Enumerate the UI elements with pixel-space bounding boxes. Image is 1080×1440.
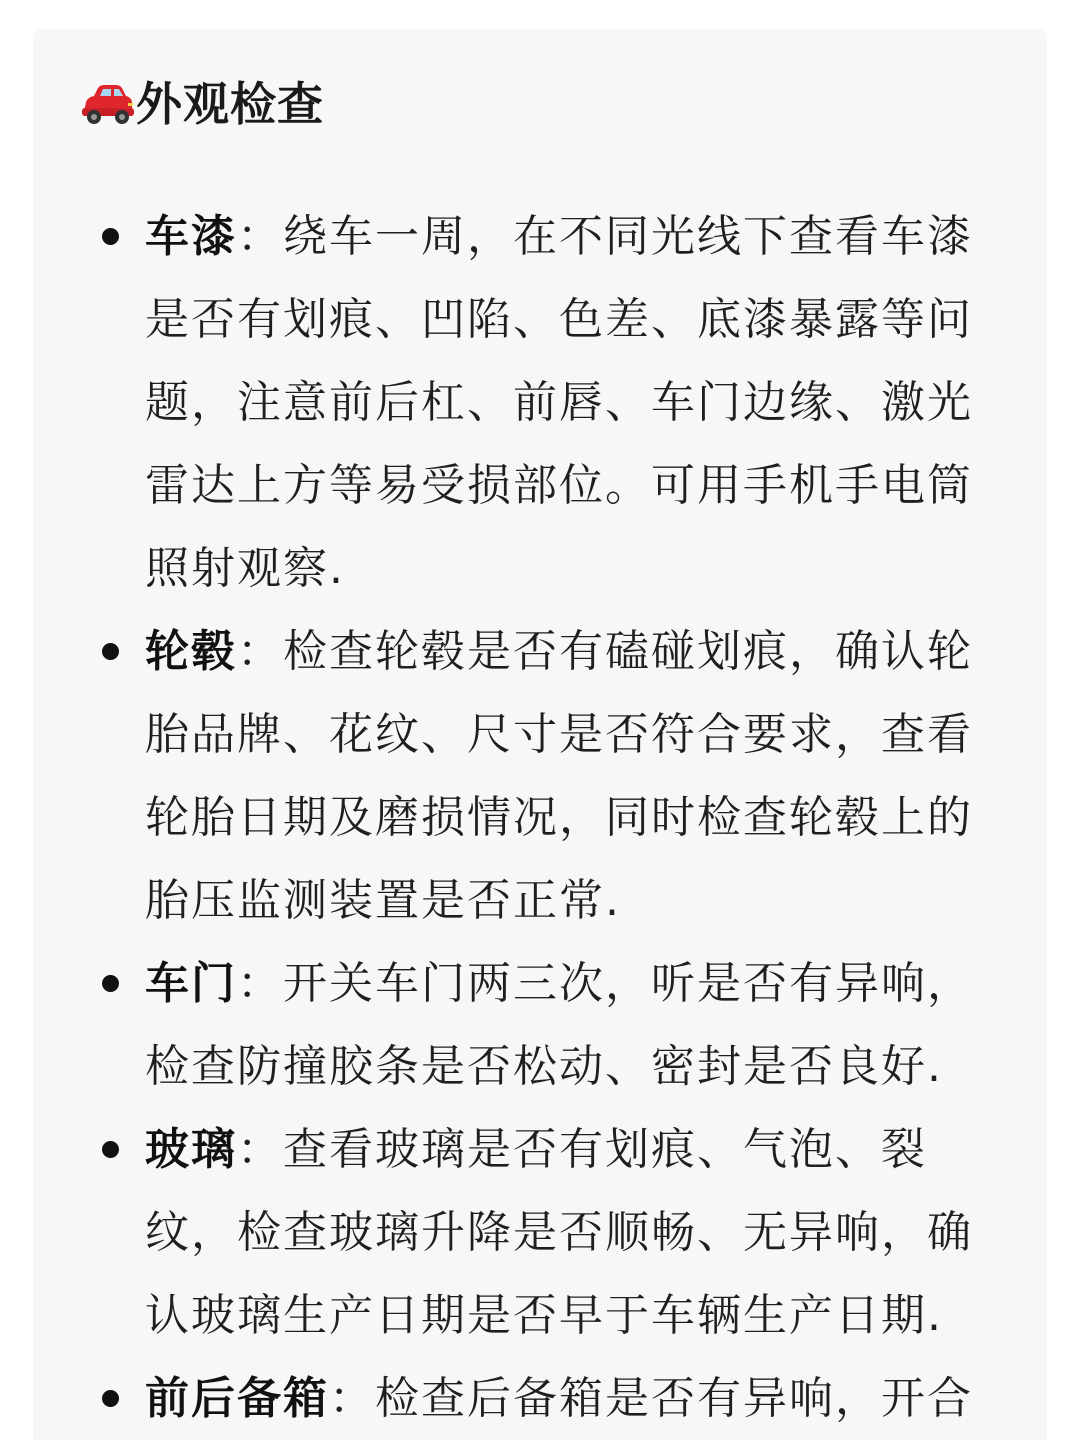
item-text: 开关车门两三次，听是否有异响，检查防撞胶条是否松动、密封是否良好. — [145, 958, 973, 1092]
item-text: 检查轮毂是否有磕碰划痕，确认轮胎品牌、花纹、尺寸是否符合要求，查看轮胎日期及磨损情况，同时检查轮毂上的胎压监测装置是否正常. — [145, 626, 973, 926]
item-term: 车漆 — [145, 211, 237, 262]
item-term: 玻璃 — [145, 1124, 237, 1175]
list-item-wheels — [0, 610, 990, 942]
item-term: 轮毂 — [145, 626, 237, 677]
bullet — [102, 975, 119, 992]
item-term: 车门 — [145, 958, 237, 1009]
item-separator: ： — [237, 1124, 283, 1175]
bullet — [102, 1141, 119, 1158]
item-text: 检查后备箱是否有异响，开合 — [375, 1373, 973, 1424]
list-item-glass — [0, 1108, 990, 1357]
list-item-paint — [0, 195, 990, 610]
item-term: 前后备箱 — [145, 1373, 329, 1424]
section-heading — [78, 74, 324, 134]
item-separator: ： — [329, 1373, 375, 1424]
item-separator: ： — [237, 211, 283, 262]
bullet — [102, 643, 119, 660]
item-text: 绕车一周，在不同光线下查看车漆是否有划痕、凹陷、色差、底漆暴露等问题，注意前后杠、前唇、车门边缘、激光雷达上方等易受损部位。可用手机手电筒照射观察. — [145, 211, 973, 594]
bullet — [102, 228, 119, 245]
item-separator: ： — [237, 626, 283, 677]
bullet — [102, 1390, 119, 1407]
list-item-trunk — [0, 1357, 990, 1440]
checklist — [0, 195, 1080, 1440]
item-separator: ： — [237, 958, 283, 1009]
red-car-icon — [78, 82, 134, 126]
item-text: 查看玻璃是否有划痕、气泡、裂纹，检查玻璃升降是否顺畅、无异响，确认玻璃生产日期是否早于车辆生产日期. — [145, 1124, 973, 1341]
section-title: 外观检查 — [136, 77, 324, 131]
list-item-doors — [0, 942, 990, 1108]
